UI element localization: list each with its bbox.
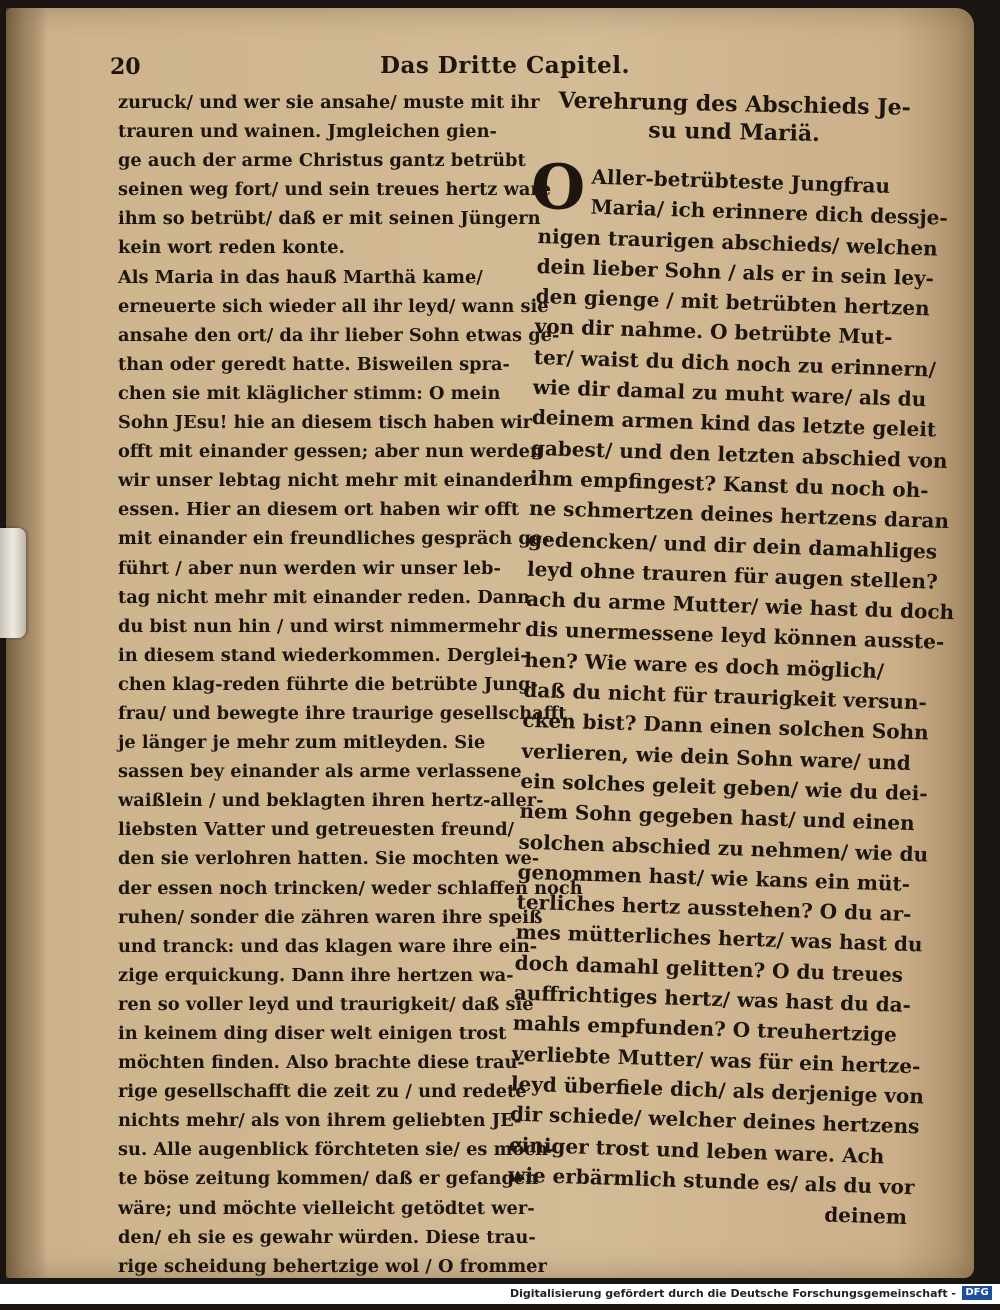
text-line: führt / aber nun werden wir unser leb-: [118, 557, 501, 579]
text-line: möchten finden. Also brachte diese trau-: [118, 1052, 525, 1074]
text-line: wir unser lebtag nicht mehr mit einander: [118, 470, 533, 492]
text-line: ihm so betrübt/ daß er mit seinen Jüngern: [118, 208, 541, 230]
text-line: deinem armen kind das letzte geleit: [531, 405, 937, 442]
text-line: nem Sohn gegeben hast/ und einen: [519, 798, 916, 836]
text-line: chen klag-reden führte die betrübte Jung-: [118, 673, 538, 695]
text-line: leyd ohne trauren für augen stellen?: [526, 556, 939, 594]
text-line: ter/ waist du dich noch zu erinnern/: [533, 344, 937, 382]
text-line: ge auch der arme Christus gantz betrübt: [118, 150, 526, 172]
text-line: den sie verlohren hatten. Sie mochten we-: [118, 848, 540, 870]
text-line: ruhen/ sonder die zähren waren ihre speiß: [118, 906, 543, 928]
text-line: erneuerte sich wieder all ihr leyd/ wann sie: [118, 295, 549, 317]
drop-cap: O: [530, 149, 587, 225]
text-line: liebsten Vatter und getreuesten freund/: [118, 819, 515, 841]
text-line: solchen abschied zu nehmen/ wie du: [518, 829, 929, 867]
text-line: seinen weg fort/ und sein treues hertz ware: [118, 179, 552, 201]
text-line: daß du nicht für traurigkeit versun-: [522, 677, 928, 715]
text-line: su. Alle augenblick förchteten sie/ es möch-: [118, 1139, 556, 1161]
text-line: rige gesellschafft die zeit zu / und redete: [118, 1081, 527, 1103]
text-line: ansahe den ort/ da ihr lieber Sohn etwas ge-: [118, 324, 560, 346]
text-line: doch damahl gelitten? O du treues: [514, 950, 904, 987]
right-text-column: [507, 149, 955, 1232]
text-line: in keinem ding diser welt einigen trost: [118, 1023, 507, 1044]
text-line: je länger je mehr zum mitleyden. Sie: [118, 732, 486, 754]
text-line: Aller-betrübteste Jungfrau: [591, 164, 891, 198]
text-line: ren so voller leyd und traurigkeit/ daß sie: [118, 993, 534, 1015]
text-line: Maria/ ich erinnere dich dessje-: [590, 194, 949, 231]
text-line: te böse zeitung kommen/ daß er gefangen: [118, 1168, 539, 1190]
text-line: deinem: [823, 1202, 908, 1230]
text-line: gabest/ und den letzten abschied von: [530, 435, 948, 473]
text-line: kein wort reden konte.: [118, 237, 345, 259]
text-line: wie dir damal zu muht ware/ als du: [532, 374, 927, 412]
text-line: chen sie mit kläglicher stimm: O mein: [118, 382, 501, 404]
text-line: Als Maria in das hauß Marthä kame/: [118, 266, 483, 288]
text-line: du bist nun hin / und wirst nimmermehr: [118, 615, 521, 637]
heading-line: Verehrung des Abschieds Je-: [558, 87, 912, 121]
text-line: trauren und wainen. Jmgleichen gien-: [118, 121, 497, 143]
text-line: und tranck: und das klagen ware ihre ein-: [118, 935, 538, 957]
text-line: zige erquickung. Dann ihre hertzen wa-: [118, 964, 514, 986]
text-line: ein solches geleit geben/ wie du dei-: [520, 768, 929, 806]
page-number: 20: [110, 54, 141, 80]
text-line: offt mit einander gessen; aber nun werden: [118, 441, 543, 463]
text-line: einiger trost und leben ware. Ach: [508, 1132, 885, 1168]
text-line: tag nicht mehr mit einander reden. Dann: [118, 586, 531, 608]
text-line: than oder geredt hatte. Bisweilen spra-: [118, 353, 510, 375]
text-line: nichts mehr/ als von ihrem geliebten JE-: [118, 1110, 522, 1132]
book-clasp: [0, 528, 26, 638]
text-line: in diesem stand wiederkommen. Derglei-: [118, 644, 528, 666]
text-line: gedencken/ und dir dein damahliges: [527, 526, 938, 564]
funding-credit: Digitalisierung gefördert durch die Deutsche Forschungsgemeinschaft -: [509, 1287, 956, 1300]
text-line: leyd überfiele dich/ als derjenige von: [510, 1071, 925, 1109]
text-line: ach du arme Mutter/ wie hast du doch: [525, 586, 955, 625]
text-line: ne schmertzen deines hertzens daran: [528, 496, 950, 534]
text-line: den/ eh sie es gewahr würden. Diese trau-: [118, 1226, 536, 1248]
text-line: nigen traurigen abschieds/ welchen: [537, 223, 939, 261]
text-line: Sohn JEsu! hie an diesem tisch haben wir: [118, 412, 532, 434]
left-text-column: [118, 88, 583, 1310]
text-line: hen? Wie ware es doch möglich/: [523, 647, 885, 683]
text-line: cken bist? Dann einen solchen Sohn: [522, 708, 930, 745]
text-line: verlieren, wie dein Sohn ware/ und: [521, 738, 912, 775]
text-line: ihm empfingest? Kanst du noch oh-: [529, 465, 929, 503]
text-line: dis unermessene leyd können ausste-: [524, 617, 945, 655]
text-line: zuruck/ und wer sie ansahe/ muste mit ihr: [118, 92, 540, 113]
text-line: wäre; und möchte vielleicht getödtet wer-: [118, 1197, 535, 1219]
text-line: mes mütterliches hertz/ was hast du: [515, 920, 923, 957]
text-line: rige scheidung behertzige wol / O frommer: [118, 1255, 547, 1277]
running-title: Das Dritte Capitel.: [380, 52, 631, 79]
text-line: verliebte Mutter/ was für ein hertze-: [511, 1041, 921, 1079]
heading-line: su und Mariä.: [648, 117, 821, 147]
text-line: genommen hast/ wie kans ein müt-: [517, 859, 911, 896]
text-line: terliches hertz ausstehen? O du ar-: [516, 889, 912, 927]
text-line: waißlein / und beklagten ihren hertz-aller-: [118, 790, 544, 812]
text-line: essen. Hier an diesem ort haben wir offt: [118, 499, 520, 521]
text-line: auffrichtiges hertz/ was hast du da-: [513, 980, 912, 1018]
dfg-logo: DFG: [962, 1286, 992, 1300]
text-line: den gienge / mit betrübten hertzen: [535, 284, 931, 321]
text-line: der essen noch trincken/ weder schlaffen noch: [118, 877, 583, 899]
text-line: mahls empfunden? O treuhertzige: [512, 1010, 898, 1047]
text-line: dir schiede/ welcher deines hertzens: [509, 1101, 920, 1139]
text-line: dein lieber Sohn / als er in sein ley-: [536, 253, 935, 291]
text-line: sassen bey einander als arme verlassene: [118, 761, 522, 783]
book-gutter: [6, 8, 48, 1278]
text-line: frau/ und bewegte ihre traurige gesellschafft: [118, 702, 567, 724]
text-line: wie erbärmlich stunde es/ als du vor: [507, 1162, 915, 1200]
text-line: von dir nahme. O betrübte Mut-: [534, 314, 893, 350]
section-heading: [534, 86, 935, 150]
text-line: mit einander ein freundliches gespräch ge-: [118, 528, 550, 550]
